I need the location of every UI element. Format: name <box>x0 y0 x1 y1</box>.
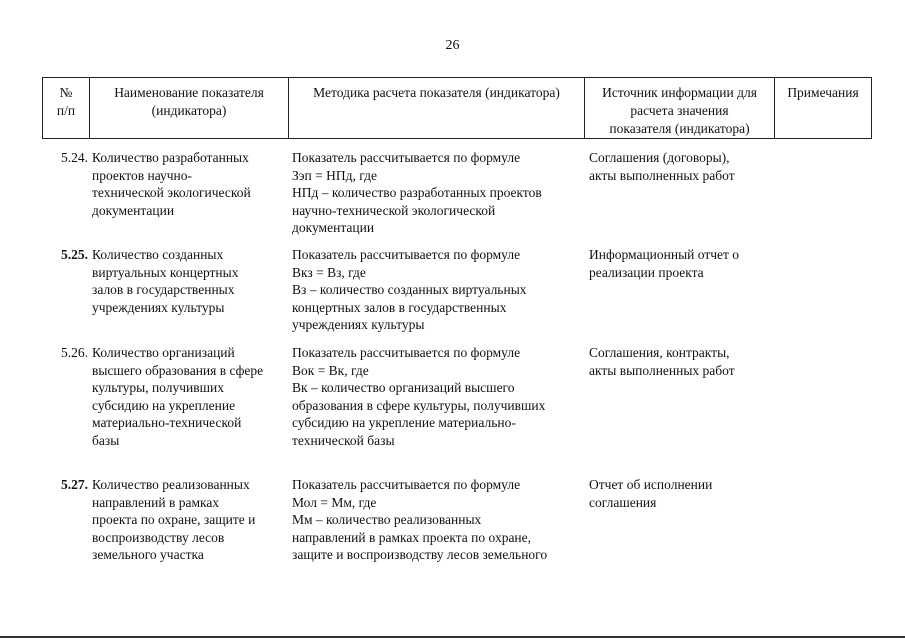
row-number: 5.24. <box>61 150 88 165</box>
header-col-method: Методика расчета показателя (индикатора) <box>289 78 585 138</box>
row-number: 5.25. <box>61 247 88 262</box>
information-source: Соглашения (договоры), акты выполненных работ <box>589 150 735 183</box>
calculation-method: Показатель рассчитывается по формуле Вок = Вк, где Вк – количество организаций высшего образования в сфере культуры, получивших субсидию на укрепление материально- технической базы <box>292 345 546 448</box>
header-col-number: № п/п <box>43 78 90 138</box>
indicator-name: Количество реализованных направлений в рамках проекта по охране, защите и воспроизводству лесов земельного участка <box>92 477 256 562</box>
indicator-name: Количество организаций высшего образования в сфере культуры, получивших субсидию на укрепление материально-технической базы <box>92 345 264 448</box>
indicator-name: Количество разработанных проектов научно- технической экологической документации <box>92 150 251 218</box>
row-number: 5.26. <box>61 345 88 360</box>
calculation-method: Показатель рассчитывается по формуле Вкз = Вз, где Вз – количество созданных виртуальных концертных залов в государственных учреждениях культуры <box>292 247 527 332</box>
information-source: Соглашения, контракты, акты выполненных работ <box>589 345 735 378</box>
header-col-notes: Примечания <box>787 85 859 100</box>
page-number: 26 <box>445 38 460 53</box>
header-col-source: Источник информации для расчета значения показателя (индикатора) <box>585 78 775 138</box>
information-source: Информационный отчет о реализации проекта <box>589 247 740 280</box>
row-number: 5.27. <box>61 477 88 492</box>
information-source: Отчет об исполнении соглашения <box>589 477 713 510</box>
indicator-name: Количество созданных виртуальных концертных залов в государственных учреждениях культуры <box>92 247 239 315</box>
table-header <box>42 77 872 139</box>
calculation-method: Показатель рассчитывается по формуле Зэп = НПд, где НПд – количество разработанных проектов научно-технической экологической документации <box>292 150 542 235</box>
header-col-name: Наименование показателя (индикатора) <box>90 78 289 138</box>
page-bottom-border <box>0 636 905 638</box>
calculation-method: Показатель рассчитывается по формуле Мол = Мм, где Мм – количество реализованных направлений в рамках проекта по охране, защите и воспроизводству лесов земельного <box>292 477 548 562</box>
